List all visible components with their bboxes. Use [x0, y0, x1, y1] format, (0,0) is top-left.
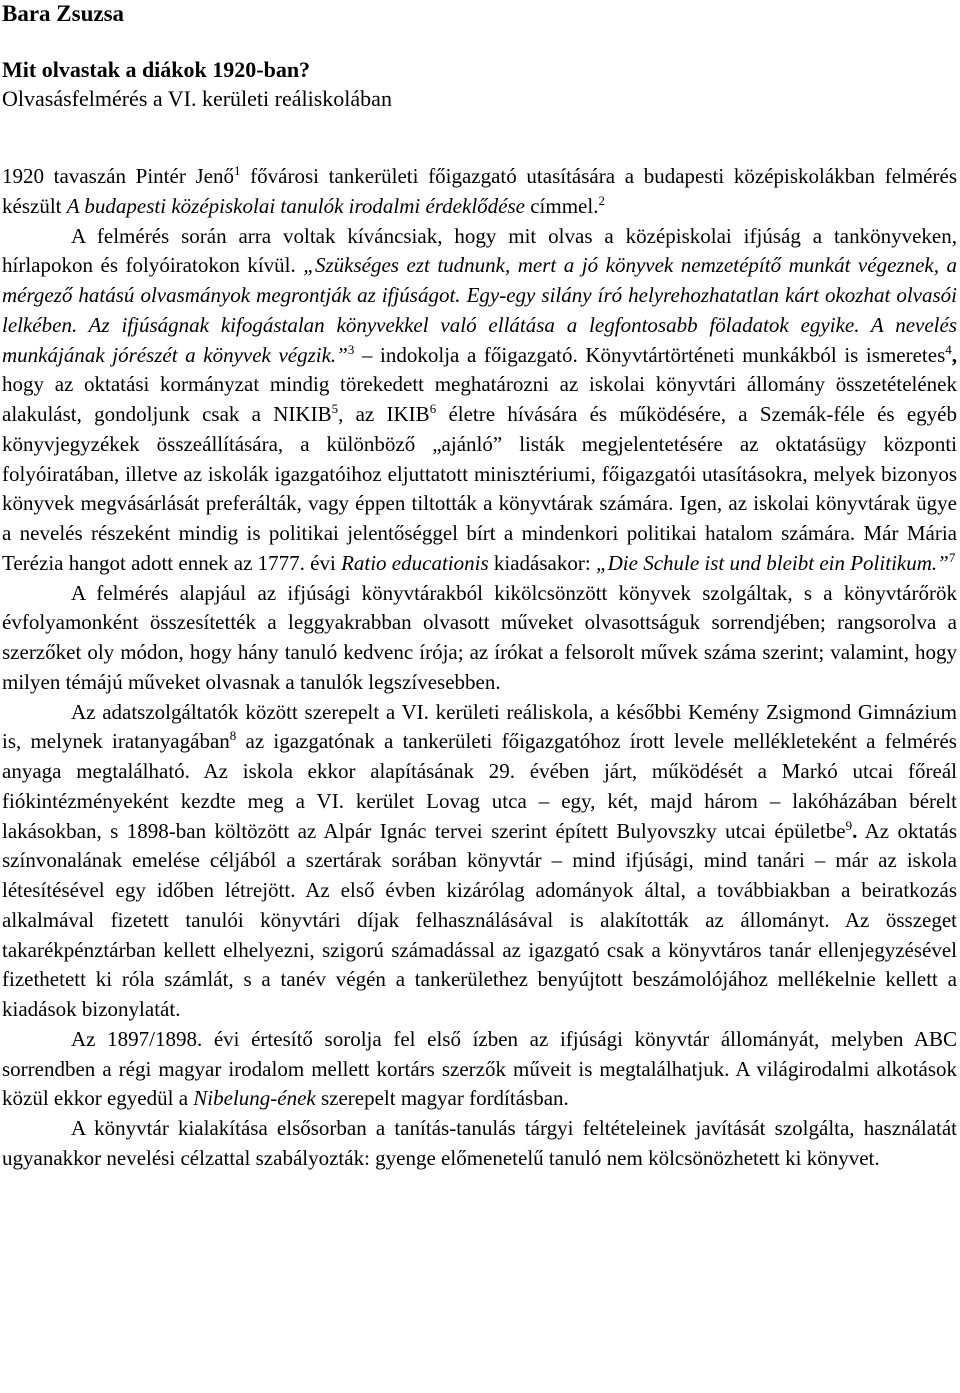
paragraph-2: [2, 222, 957, 579]
text-run: életre hívására és működésére, a Szemák-féle és egyéb könyvjegyzékek összeállítására, a különböző „ajánló” listák megjelentetésére az oktatásügy központi folyóiratában, illetve az iskolák igazgatóihoz eljuttatott minisztériumi, főigazgatói utasításokra, melyek bizonyos könyvek megvásárlását preferálták, vagy éppen tiltották a könyvtárak számára. Igen, az iskolai könyvtárak ügye a nevelés részeként mindig is politikai jelentőséggel bírt a mindenkori politikai hatalom számára. Már Mária Terézia hangot adott ennek az 1777. évi: [2, 402, 957, 575]
paragraph-6: A könyvtár kialakítása elsősorban a tanítás-tanulás tárgyi feltételeinek javítását szolgálta, használatát ugyanakkor nevelési célzattal szabályozták: gyenge előmenetelű tanuló nem kölcsönözhetett ki könyvet.: [2, 1116, 957, 1170]
italic-run: „Szükséges ezt tudnunk, mert a jó könyvek nemzetépítő munkát végeznek, a mérgező hatású olvasmányok megrontják az ifjúságot. Egy-egy silány író helyrehozhatatlan kárt okozhat olvasói lelkében. Az ifjúságnak kifogástalan könyvekkel való ellátása a legfontosabb föladatok egyike. A nevelés munkájának jórészét a könyvek végzik.”: [2, 253, 957, 367]
text-run: A felmérés során arra voltak kíváncsiak, hogy mit olvas a középiskolai ifjúság a tankönyveken, hírlapokon és folyóiratokon kívül.: [2, 223, 957, 278]
italic-run: „Die Schule ist und bleibt ein Politikum.”: [595, 550, 949, 575]
text-run: – indokolja a főigazgató. Könyvtártörténeti munkákból is ismeretes: [354, 342, 946, 367]
footnote-ref-8[interactable]: 8: [229, 728, 237, 744]
article-title: Mit olvastak a diákok 1920-ban?: [2, 57, 311, 82]
article-subtitle: Olvasásfelmérés a VI. kerületi reáliskolában: [2, 86, 392, 111]
footnote-ref-1[interactable]: 1: [233, 163, 241, 178]
footnote-ref-3[interactable]: 3: [347, 341, 355, 357]
footnote-ref-6[interactable]: 6: [429, 401, 437, 416]
text-run: kiadásakor:: [488, 550, 596, 575]
paragraph-4: [2, 698, 957, 1025]
text-run: az igazgatónak a tankerületi főigazgatóhoz írott levele mellékleteként a felmérés anyaga megtalálható. Az iskola ekkor alapításának 29. évében járt, működését a Markó utcai főreál fiókintézményeként kezdte meg a VI. kerület Lovag utca – egy, két, majd három – lakóházában bérelt lakásokban, s 1898-ban költözött az Alpár Ignác tervei szerint épített Bulyovszky utcai épületbe: [2, 729, 957, 843]
paragraph-3: A felmérés alapjául az ifjúsági könyvtárakból kikölcsönzött könyvek szolgáltak, s a könyvtárőrök évfolyamonként összesítették a leggyakrabban olvasott műveket olvasottságuk sorrendjében; rangsorolva a szerzőket oly módon, hogy hány tanuló kedvenc írója; az írókat a felsorolt művek száma szerint; valamint, hogy milyen témájú műveket olvasnak a tanulók legszívesebben.: [2, 580, 957, 694]
paragraph-5: [2, 1025, 957, 1114]
footnote-ref-2[interactable]: 2: [598, 192, 605, 208]
text-run: szerepelt magyar fordításban.: [315, 1086, 569, 1111]
article-body: [2, 162, 957, 1174]
italic-run: Nibelung-ének: [193, 1086, 316, 1111]
text-run: címmel.: [524, 193, 599, 218]
author-name: Bara Zsuzsa: [2, 1, 125, 26]
paragraph-1: [2, 162, 957, 222]
italic-run: Ratio educationis: [341, 550, 489, 575]
bold-run: ,: [951, 342, 957, 367]
text-run: Az adatszolgáltatók között szerepelt a VI. kerületi reáliskola, a későbbi Kemény Zsigmond Gimnázium is, melynek iratanyagában: [2, 699, 957, 754]
italic-run: A budapesti középiskolai tanulók irodalmi érdeklődése: [66, 193, 525, 218]
footnote-ref-4[interactable]: 4: [945, 341, 952, 357]
text-run: Az 1897/1898. évi értesítő sorolja fel első ízben az ifjúsági könyvtár állományát, melyben ABC sorrendben a régi magyar irodalom mellett kortárs szerzők műveit is megtalálhatjuk. A világirodalmi alkotások közül ekkor egyedül a: [2, 1026, 957, 1111]
footnote-ref-5[interactable]: 5: [331, 401, 339, 416]
bold-run: .: [852, 818, 858, 843]
text-run: , az IKIB: [338, 402, 430, 426]
footnote-ref-9[interactable]: 9: [845, 817, 853, 833]
text-run: 1920 tavaszán Pintér Jenő: [2, 164, 234, 188]
footnote-ref-7[interactable]: 7: [948, 549, 956, 565]
text-run: Az oktatás színvonalának emelése céljából a szertárak sorában könyvtár – mind ifjúsági, mind tanári – már az iskola létesítésével egy időben létrejött. Az első évben kizárólag adományok által, a továbbiakban a beiratkozás alkalmával fizetett tanulói könyvtári díjak felhasználásával is alakították az állományt. Az összeget takarékpénztárban kellett elhelyezni, szigorú számadással az igazgató csak a könyvtáros tanár ellenjegyzésével fizethetett ki róla számlát, s a tanév végén a tankerülethez benyújtott beszámolójához mellékelnie kellett a kiadások bizonylatát.: [2, 818, 957, 1021]
text-run: hogy az oktatási kormányzat mindig törekedett meghatározni az iskolai könyvtári állomány összetételének alakulást, gondoljunk csak a NIKIB: [2, 372, 957, 426]
text-run: fővárosi tankerületi főigazgató utasítására a budapesti középiskolákban felmérés készült: [2, 164, 957, 218]
